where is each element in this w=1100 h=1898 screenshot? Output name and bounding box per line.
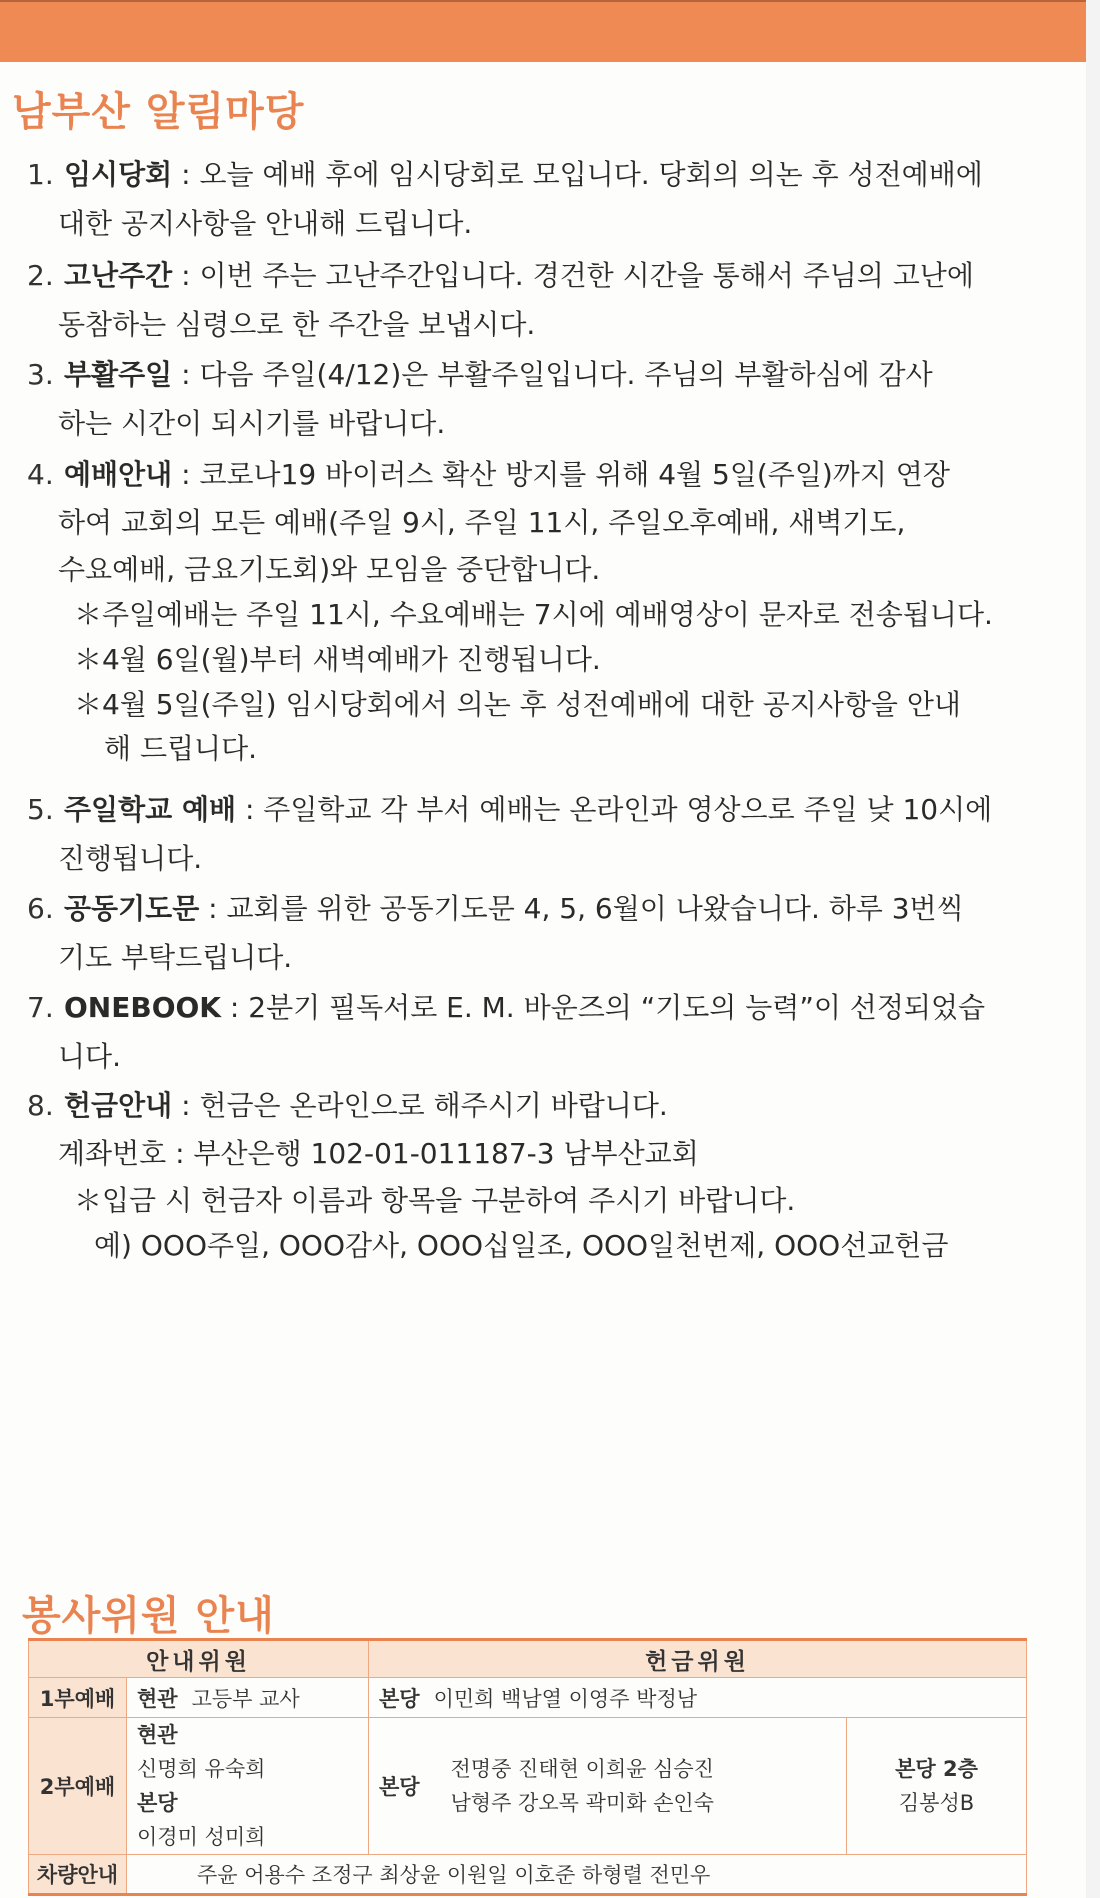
vehicle-names: 주윤 어용수 조정구 최상윤 이원일 이호준 하형렬 전민우	[127, 1855, 1027, 1895]
notice-line: 기도 부탁드립니다.	[58, 941, 293, 974]
notice-note: 예) OOO주일, OOO감사, OOO십일조, OOO일천번제, OOO선교헌금	[94, 1229, 949, 1262]
notice-number: 5.	[27, 793, 54, 826]
table-header-row	[29, 1640, 1027, 1678]
notice-number: 1.	[27, 158, 54, 191]
offering-column-header: 헌금위원	[369, 1640, 1027, 1678]
notice-number: 7.	[27, 991, 54, 1024]
header-band	[0, 0, 1086, 62]
notice-text: : 2분기 필독서로 E. M. 바운즈의 “기도의 능력”이 선정되었습	[221, 991, 986, 1024]
extra-offering-cell	[847, 1718, 1027, 1855]
notice-text: : 다음 주일(4/12)은 부활주일입니다. 주님의 부활하심에 감사	[172, 358, 933, 391]
notice-first-line	[64, 251, 974, 300]
notice-section-title: 남부산 알림마당	[12, 89, 305, 135]
notice-number: 4.	[27, 458, 54, 491]
notice-heading: 헌금안내	[64, 1089, 173, 1122]
notice-note: ＊입금 시 헌금자 이름과 항목을 구분하여 주시기 바랍니다.	[74, 1184, 796, 1217]
row-label: 2부예배	[29, 1718, 127, 1855]
notice-text: : 헌금은 온라인으로 해주시기 바랍니다.	[172, 1089, 668, 1122]
notice-number: 8.	[27, 1089, 54, 1122]
location-label: 현관	[137, 1686, 178, 1711]
names: 전명중 진태현 이희윤 심승진	[450, 1757, 714, 1781]
notice-line: 진행됩니다.	[58, 842, 203, 875]
notice-first-line	[64, 150, 983, 199]
table-row	[29, 1678, 1027, 1718]
offering-location: 본당	[369, 1718, 441, 1855]
notice-heading: 예배안내	[64, 458, 173, 491]
notice-heading: 주일학교 예배	[64, 793, 237, 826]
row-label: 차량안내	[29, 1855, 127, 1895]
names: 김봉성B	[898, 1791, 975, 1815]
notice-heading: 고난주간	[64, 259, 173, 292]
names: 이경미 성미희	[137, 1825, 266, 1849]
notice-text: : 오늘 예배 후에 임시당회로 모입니다. 당회의 의논 후 성전예배에	[172, 158, 983, 191]
notice-line: 하여 교회의 모든 예배(주일 9시, 주일 11시, 주일오후예배, 새벽기도,	[58, 506, 906, 539]
notice-heading: ONEBOOK	[64, 991, 222, 1024]
notice-text: : 주일학교 각 부서 예배는 온라인과 영상으로 주일 낮 10시에	[236, 793, 993, 826]
location-label: 본당	[379, 1686, 420, 1711]
notice-heading: 임시당회	[64, 158, 173, 191]
notice-line: 동참하는 심령으로 한 주간을 보냅시다.	[58, 308, 536, 341]
row-label: 1부예배	[29, 1678, 127, 1718]
notice-heading: 부활주일	[64, 358, 173, 391]
names: 이민희 백남열 이영주 박정남	[433, 1686, 698, 1711]
guide-cell	[127, 1718, 369, 1855]
notice-note: 해 드립니다.	[104, 732, 258, 765]
notice-first-line	[64, 983, 985, 1032]
notice-first-line	[64, 450, 950, 499]
names: 신명희 유숙희	[137, 1757, 266, 1781]
names: 남형주 강오목 곽미화 손인숙	[450, 1791, 714, 1815]
notice-first-line	[64, 1081, 668, 1130]
notice-note: ＊4월 5일(주일) 임시당회에서 의논 후 성전예배에 대한 공지사항을 안내	[74, 688, 961, 721]
notice-line: 계좌번호 : 부산은행 102-01-011187-3 남부산교회	[58, 1137, 699, 1170]
names: 고등부 교사	[191, 1686, 300, 1711]
notice-number: 6.	[27, 892, 54, 925]
notice-first-line	[64, 785, 992, 834]
location-label: 본당	[137, 1791, 178, 1815]
guide-cell	[127, 1678, 369, 1718]
page-edge	[1086, 0, 1100, 1898]
notice-text: : 코로나19 바이러스 확산 방지를 위해 4월 5일(주일)까지 연장	[172, 458, 950, 491]
notice-number: 2.	[27, 259, 54, 292]
table-row	[29, 1855, 1027, 1895]
staff-table	[28, 1638, 1027, 1896]
guide-column-header: 안내위원	[29, 1640, 369, 1678]
notice-heading: 공동기도문	[64, 892, 200, 925]
notice-first-line	[64, 884, 964, 933]
notice-line: 하는 시간이 되시기를 바랍니다.	[58, 407, 446, 440]
location-label: 본당 2층	[895, 1757, 978, 1781]
offering-names-cell	[441, 1718, 847, 1855]
notice-note: ＊주일예배는 주일 11시, 수요예배는 7시에 예배영상이 문자로 전송됩니다.	[74, 598, 993, 631]
notice-line: 니다.	[58, 1040, 121, 1073]
notice-note: ＊4월 6일(월)부터 새벽예배가 진행됩니다.	[74, 643, 601, 676]
notice-first-line	[64, 350, 933, 399]
notice-line: 수요예배, 금요기도회)와 모임을 중단합니다.	[58, 553, 601, 586]
staff-section-title: 봉사위원 안내	[22, 1593, 275, 1639]
location-label: 현관	[137, 1723, 178, 1747]
notice-text: : 이번 주는 고난주간입니다. 경건한 시간을 통해서 주님의 고난에	[172, 259, 974, 292]
offering-cell	[369, 1678, 1027, 1718]
notice-text: : 교회를 위한 공동기도문 4, 5, 6월이 나왔습니다. 하루 3번씩	[199, 892, 964, 925]
notice-line: 대한 공지사항을 안내해 드립니다.	[58, 207, 473, 240]
notice-number: 3.	[27, 358, 54, 391]
table-row	[29, 1718, 1027, 1855]
